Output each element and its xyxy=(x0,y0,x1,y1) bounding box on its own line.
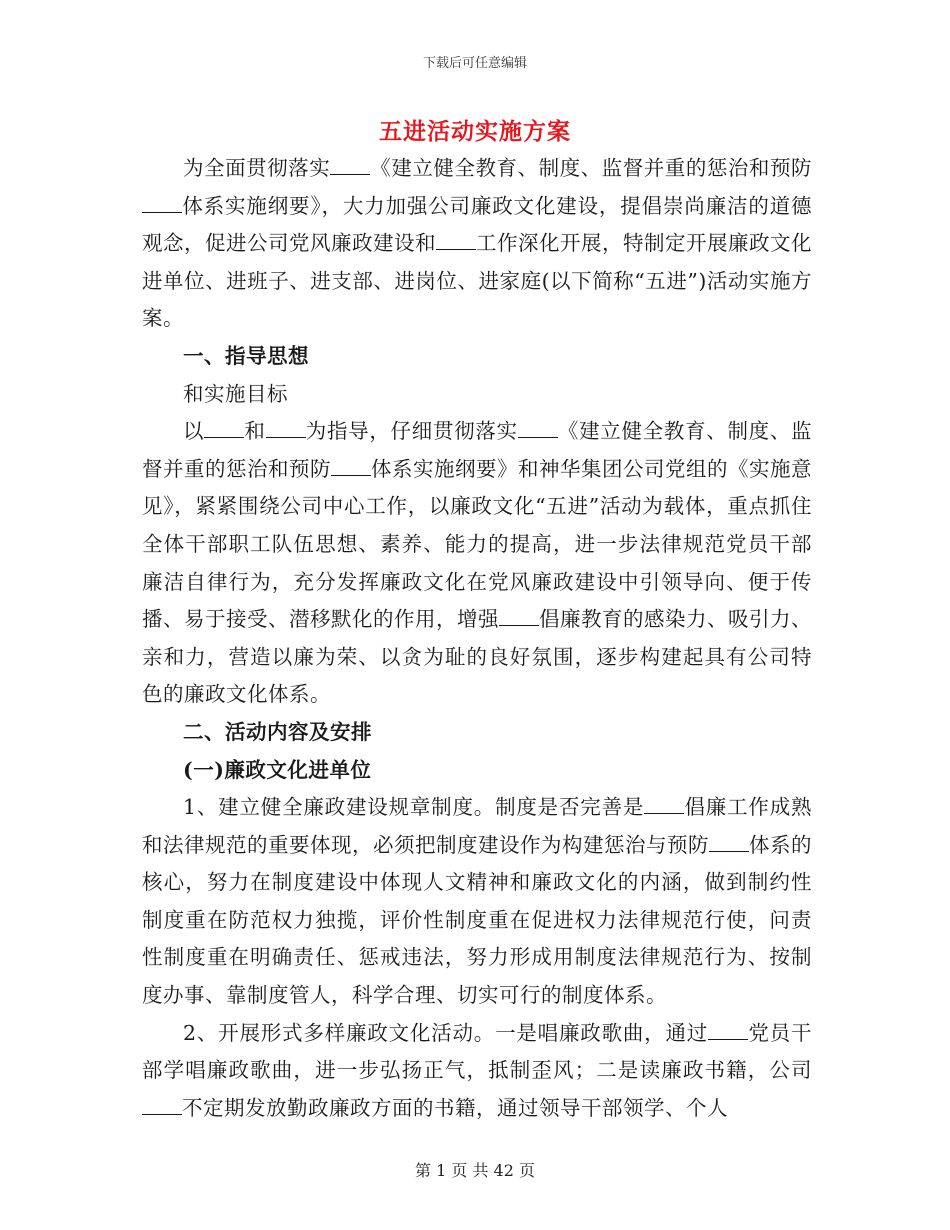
fill-blank xyxy=(709,831,749,851)
guiding-paragraph: 以 和 为指导，仔细贯彻落实 《建立健全教育、制度、监督并重的惩治和预防 体系实施纲要》和神华集团公司党组的《实施意见》，紧紧围绕公司中心工作，以廉政文化“五进”活动为载体，重点抓住全体干部职工队伍思想、素养、能力的提高，进一步法律规范党员干部廉洁自律行为，充分发挥廉政文化在党风廉政建设中引领导向、便于传播、易于接受、潜移默化的作用，增强 倡廉教育的感染力、吸引力、亲和力，营造以廉为荣、以贪为耻的良好氛围，逐步构建起具有公司特色的廉政文化体系。 xyxy=(142,419,813,707)
fill-blank xyxy=(644,794,684,814)
item-2-paragraph: 2、开展形式多样廉政文化活动。一是唱廉政歌曲，通过 党员干部学唱廉政歌曲，进一步弘扬正气，抵制歪风；二是读廉政书籍，公司不定期发放勤政廉政方面的书籍，通过领导干部领学、个人 xyxy=(142,1020,812,1120)
fill-blank xyxy=(331,455,371,475)
document-title: 五进活动实施方案 xyxy=(379,118,571,145)
page-footer-number: 第 1 页 共 42 页 xyxy=(415,1161,535,1180)
section-1-subline: 和实施目标 xyxy=(183,381,288,406)
intro-paragraph: 为全面贯彻落实 《建立健全教育、制度、监督并重的惩治和预防体系实施纲要》，大力加强公司廉政文化建设，提倡崇尚廉洁的道德观念，促进公司党风廉政建设和 工作深化开展，特制定开展廉政文化进单位、进班子、进支部、进岗位、进家庭(以下简称“五进”)活动实施方案。 xyxy=(142,156,812,331)
fill-blank xyxy=(518,418,558,438)
section-heading-2: 二、活动内容及安排 xyxy=(183,719,372,744)
fill-blank xyxy=(142,1094,182,1114)
fill-blank xyxy=(204,418,244,438)
fill-blank xyxy=(436,230,476,250)
fill-blank xyxy=(708,1019,748,1039)
fill-blank xyxy=(499,606,539,626)
document-body xyxy=(142,150,812,1127)
item-1-paragraph: 1、建立健全廉政建设规章制度。制度是否完善是 倡廉工作成熟和法律规范的重要体现，必须把制度建设作为构建惩治与预防 体系的核心，努力在制度建设中体现人文精神和廉政文化的内涵，做到制约性制度重在防范权力独揽，评价性制度重在促进权力法律规范行使，问责性制度重在明确责任、惩戒违法，努力形成用制度法律规范行为、按制度办事、靠制度管人，科学合理、切实可行的制度体系。 xyxy=(142,795,812,1008)
subsection-heading-1: (一)廉政文化进单位 xyxy=(183,757,372,782)
section-heading-1: 一、指导思想 xyxy=(183,343,309,368)
page-header-note: 下载后可任意编辑 xyxy=(422,56,527,71)
fill-blank xyxy=(142,192,182,212)
fill-blank xyxy=(330,155,370,175)
fill-blank xyxy=(266,418,306,438)
